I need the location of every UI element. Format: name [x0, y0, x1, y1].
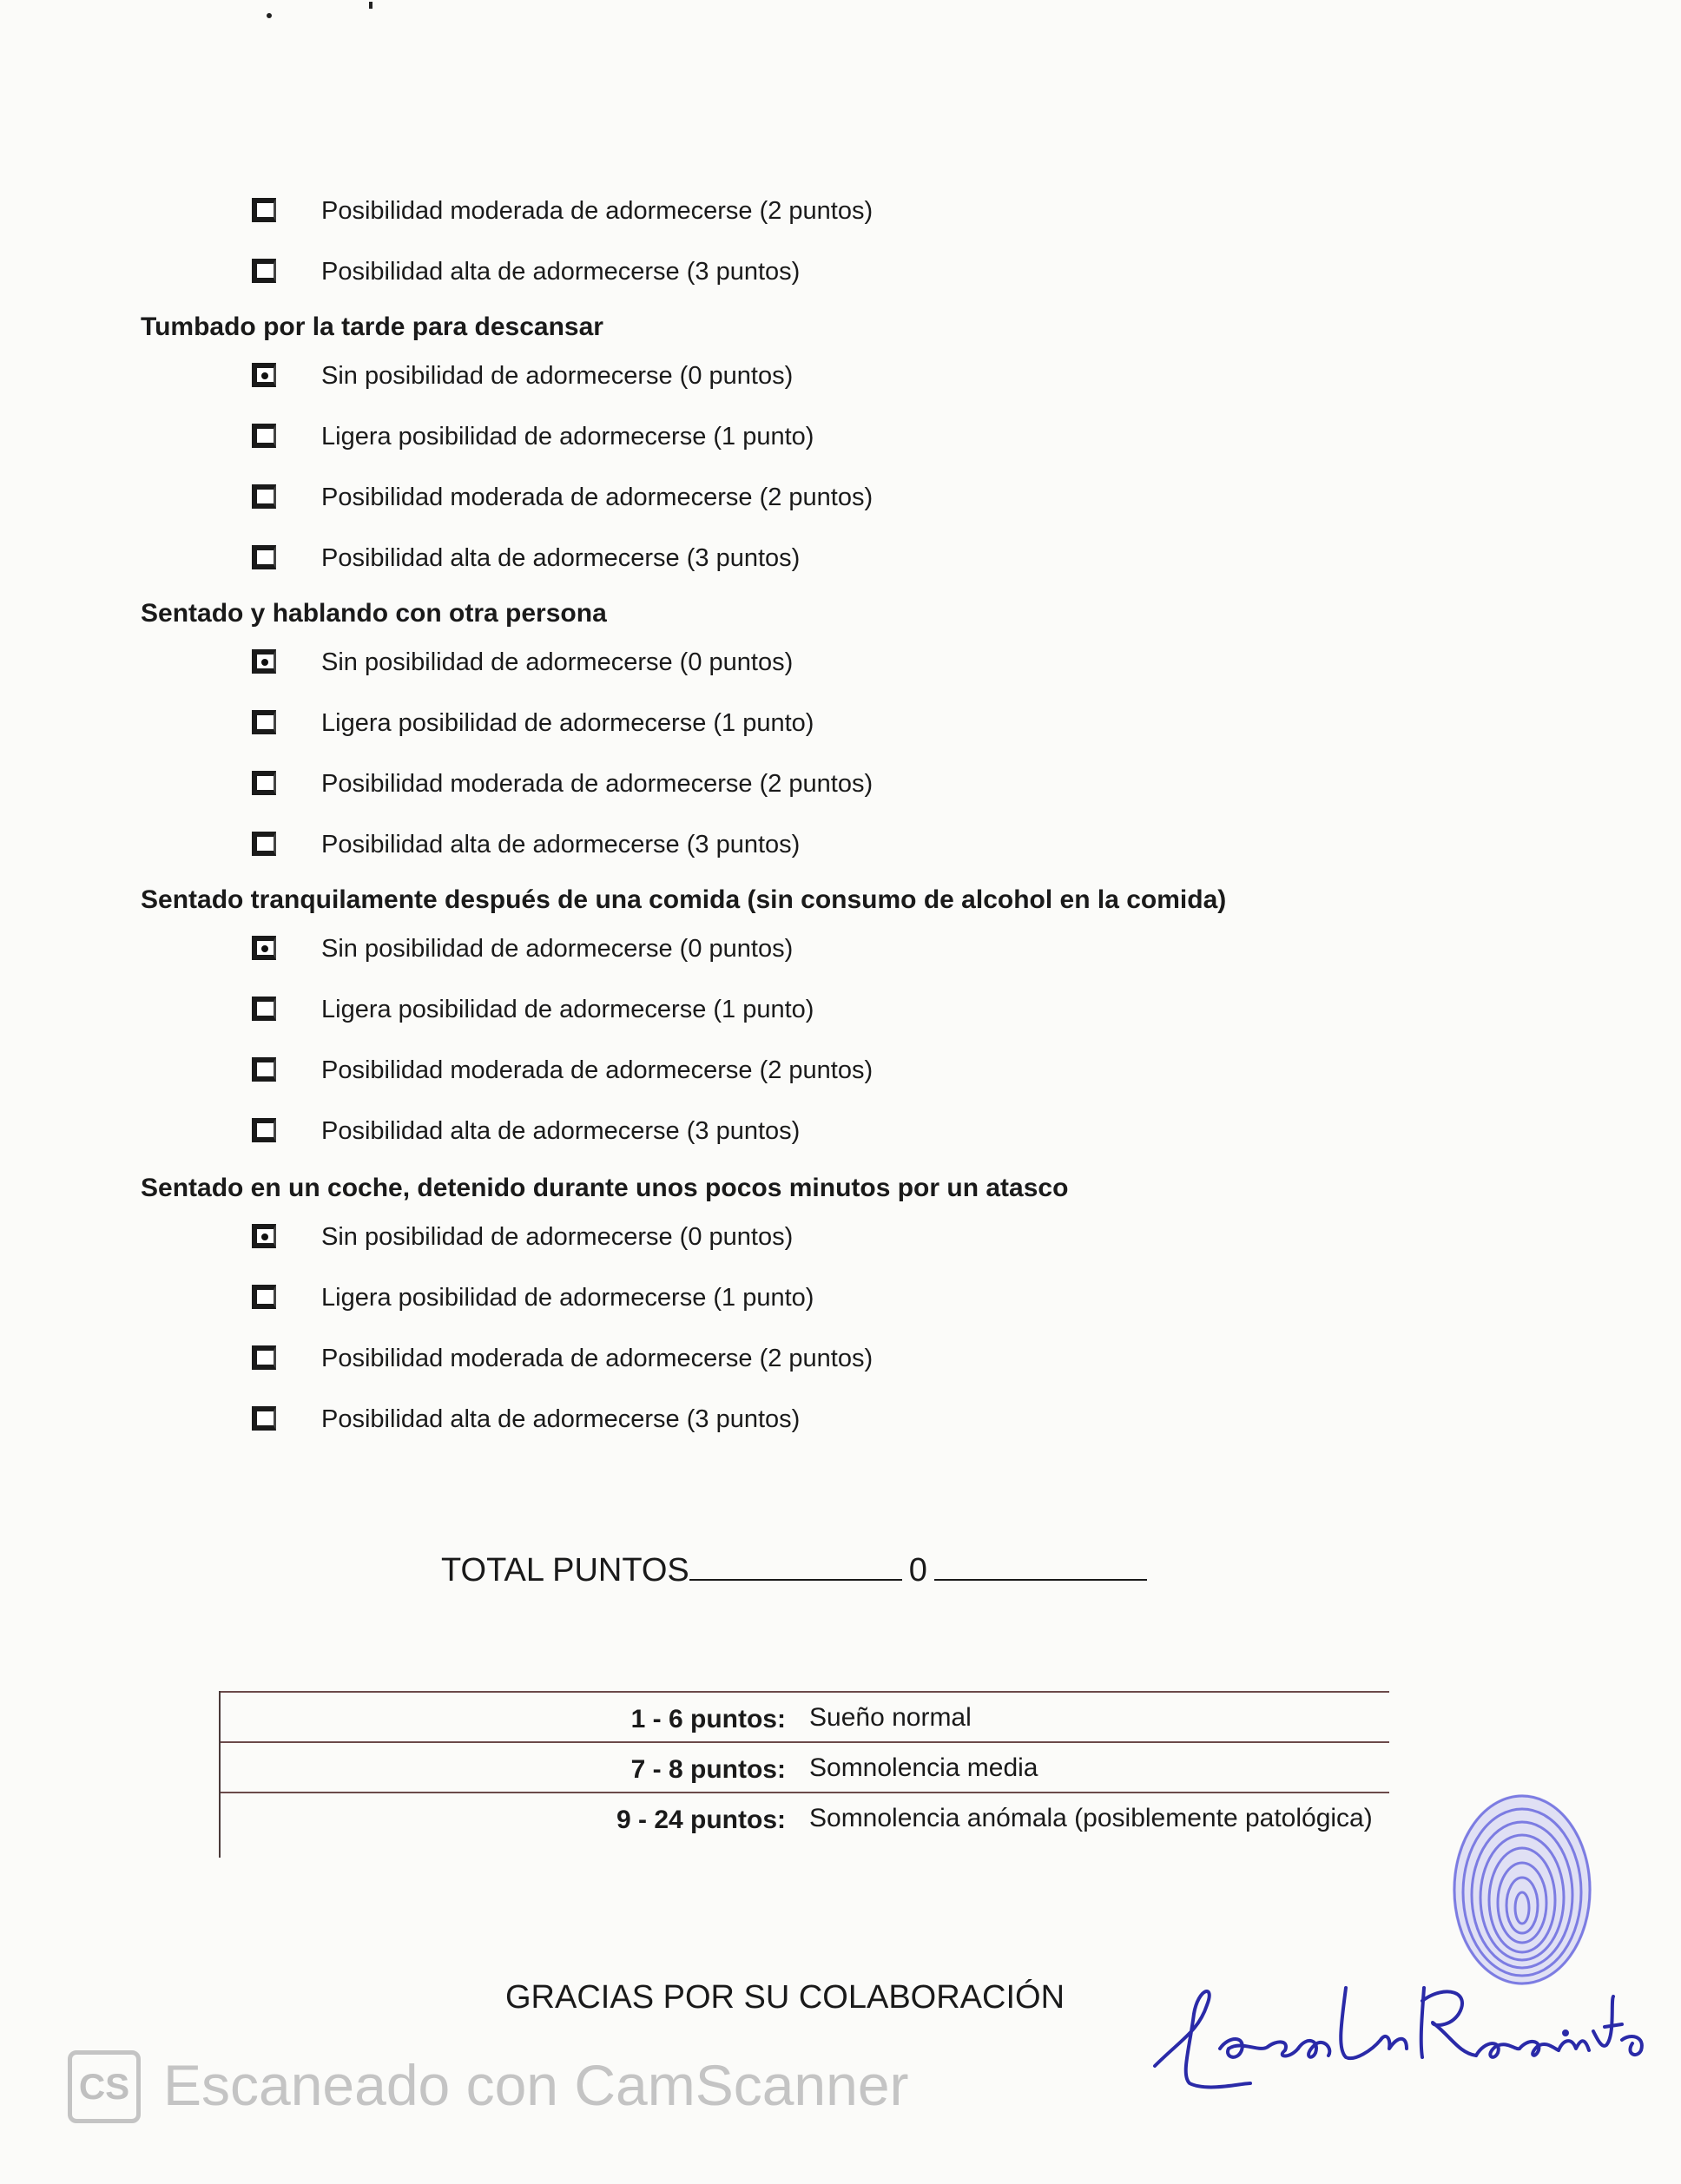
checkbox-icon[interactable] — [252, 1406, 276, 1431]
answer-option-label: Sin posibilidad de adormecerse (0 puntos) — [321, 362, 794, 390]
checkbox-icon[interactable] — [252, 997, 276, 1021]
answer-option-label: Posibilidad moderada de adormecerse (2 puntos) — [321, 197, 873, 225]
answer-option-label: Posibilidad alta de adormecerse (3 puntos) — [321, 831, 801, 858]
total-points-label: TOTAL PUNTOS — [441, 1552, 689, 1589]
question-heading: Sentado tranquilamente después de una comida (sin consumo de alcohol en la comida) — [141, 885, 1227, 914]
answer-option-label: Ligera posibilidad de adormecerse (1 punto) — [321, 996, 814, 1023]
scale-range: 7 - 8 puntos: — [630, 1755, 786, 1784]
answer-option-label: Ligera posibilidad de adormecerse (1 punto) — [321, 709, 814, 737]
checkbox-icon[interactable] — [252, 649, 276, 674]
answer-option-label: Posibilidad alta de adormecerse (3 puntos) — [321, 1405, 801, 1433]
scale-description: Somnolencia anómala (posiblemente patológica) — [809, 1804, 1373, 1832]
question-heading: Sentado en un coche, detenido durante unos pocos minutos por un atasco — [141, 1174, 1069, 1202]
checkbox-icon[interactable] — [252, 545, 276, 569]
answer-option-label: Ligera posibilidad de adormecerse (1 punto) — [321, 423, 814, 451]
checkbox-icon[interactable] — [252, 424, 276, 448]
answer-option-label: Posibilidad moderada de adormecerse (2 puntos) — [321, 770, 873, 798]
checkbox-icon[interactable] — [252, 771, 276, 795]
scan-specks — [0, 0, 434, 26]
scale-row — [221, 1792, 1389, 1844]
scale-description: Sueño normal — [809, 1703, 972, 1732]
checkbox-icon[interactable] — [252, 1285, 276, 1309]
question-heading: Tumbado por la tarde para descansar — [141, 312, 603, 341]
score-scale-table — [219, 1691, 1389, 1858]
checkbox-icon[interactable] — [252, 363, 276, 387]
answer-option-label: Ligera posibilidad de adormecerse (1 punto) — [321, 1284, 814, 1312]
answer-option-label: Posibilidad moderada de adormecerse (2 puntos) — [321, 1056, 873, 1084]
answer-option-label: Sin posibilidad de adormecerse (0 puntos) — [321, 1223, 794, 1251]
scale-row — [221, 1691, 1389, 1743]
scale-range: 1 - 6 puntos: — [630, 1705, 786, 1733]
answer-option-label: Posibilidad alta de adormecerse (3 puntos) — [321, 544, 801, 572]
checkbox-icon[interactable] — [252, 832, 276, 856]
question-heading: Sentado y hablando con otra persona — [141, 599, 607, 628]
checkbox-icon[interactable] — [252, 484, 276, 509]
thanks-message: GRACIAS POR SU COLABORACIÓN — [505, 1979, 1065, 2016]
total-underline-right — [934, 1553, 1147, 1581]
checkbox-icon[interactable] — [252, 1118, 276, 1142]
answer-option-label: Posibilidad moderada de adormecerse (2 puntos) — [321, 1345, 873, 1372]
checkbox-icon[interactable] — [252, 198, 276, 222]
answer-option-label: Sin posibilidad de adormecerse (0 puntos) — [321, 935, 794, 963]
checkbox-icon[interactable] — [252, 710, 276, 734]
total-points-value: 0 — [908, 1552, 927, 1589]
checkbox-icon[interactable] — [252, 1057, 276, 1082]
answer-option-label: Posibilidad alta de adormecerse (3 puntos) — [321, 1117, 801, 1145]
total-points — [441, 1552, 1147, 1589]
checkbox-icon[interactable] — [252, 259, 276, 283]
answer-option-label: Posibilidad alta de adormecerse (3 puntos) — [321, 258, 801, 286]
camscanner-watermark: Escaneado con CamScanner — [163, 2053, 909, 2117]
answer-option-label: Posibilidad moderada de adormecerse (2 puntos) — [321, 484, 873, 511]
signature-icon — [1146, 1953, 1667, 2092]
checkbox-icon[interactable] — [252, 1224, 276, 1248]
answer-option-label: Sin posibilidad de adormecerse (0 puntos) — [321, 648, 794, 676]
checkbox-icon[interactable] — [252, 936, 276, 960]
total-underline-left — [689, 1553, 902, 1581]
scale-description: Somnolencia media — [809, 1753, 1038, 1782]
checkbox-icon[interactable] — [252, 1345, 276, 1370]
camscanner-logo-icon: CS — [68, 2050, 141, 2123]
scale-row — [221, 1741, 1389, 1793]
scale-range: 9 - 24 puntos: — [616, 1806, 786, 1834]
